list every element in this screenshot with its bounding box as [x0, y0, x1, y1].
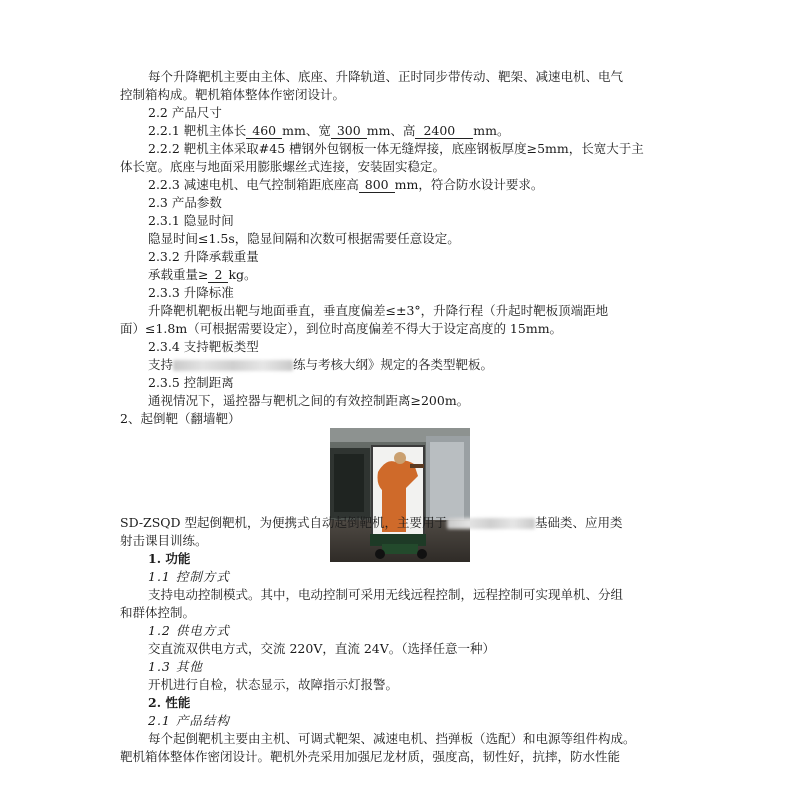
- spec-text: kg。: [228, 267, 257, 282]
- redacted-text: [173, 360, 293, 371]
- subsection-heading: 2.3.1 隐显时间: [148, 213, 234, 228]
- spec-text: 2.2.1 靶机主体长: [148, 123, 247, 138]
- paragraph-line: 2.2.2 靶机主体采取#45 槽钢外包钢板一体无缝焊接，底座钢板厚度≥5mm，长宽大于主: [148, 141, 644, 156]
- paragraph-line: 每个起倒靶机主要由主机、可调式靶架、减速电机、挡弹板（选配）和电源等组件构成。: [148, 731, 636, 746]
- subsection-heading: 2.3.4 支持靶板类型: [148, 339, 259, 354]
- paragraph-line: 交直流双供电方式，交流 220V，直流 24V。（选择任意一种）: [148, 641, 496, 656]
- spec-text: mm。: [473, 123, 510, 138]
- paragraph-line: 每个升降靶机主要由主体、底座、升降轨道、正时同步带传动、靶架、减速电机、电气: [148, 69, 624, 84]
- spec-width-value: 300: [331, 123, 367, 139]
- paragraph-text: SD-ZSQD 型起倒靶机，为便携式自动起倒靶机，主要用于: [120, 515, 448, 530]
- spec-text: mm、宽: [282, 123, 331, 138]
- subsection-heading: 2.1 产品结构: [148, 713, 230, 728]
- spec-load-value: 2: [208, 267, 228, 283]
- subsection-heading: 2.3.3 升降标准: [148, 285, 234, 300]
- spec-height-value: 2400: [415, 123, 473, 139]
- spec-text: 承载重量≥: [148, 267, 209, 282]
- paragraph-line: 面）≤1.8m（可根据需要设定），到位时高度偏差不得大于设定高度的 15mm。: [120, 321, 563, 336]
- paragraph-text: 支持: [148, 357, 174, 372]
- paragraph-line: [148, 356, 493, 374]
- subsection-heading: 1.1 控制方式: [148, 569, 230, 584]
- section-heading: 2.2 产品尺寸: [148, 105, 222, 120]
- paragraph-line: 靶机箱体整体作密闭设计。靶机外壳采用加强尼龙材质，强度高，韧性好，抗摔，防水性能: [120, 749, 621, 764]
- paragraph-line: 射击课目训练。: [120, 533, 208, 548]
- spec-line-dimensions: [148, 122, 509, 140]
- spec-text: mm、高: [366, 123, 416, 138]
- paragraph-line: 控制箱构成。靶机箱体整体作密闭设计。: [120, 87, 346, 102]
- spec-line-motor-height: [148, 176, 543, 194]
- paragraph-text: 练与考核大纲》规定的各类型靶板。: [293, 357, 494, 372]
- section-heading: 2. 性能: [148, 695, 191, 710]
- section-heading: 1. 功能: [148, 551, 191, 566]
- paragraph-line: 通视情况下，遥控器与靶机之间的有效控制距离≥200m。: [148, 393, 470, 408]
- paragraph-line: 升降靶机靶板出靶与地面垂直，垂直度偏差≤±3°，升降行程（升起时靶板顶端距地: [148, 303, 609, 318]
- spec-text: 2.2.3 减速电机、电气控制箱距底座高: [148, 177, 359, 192]
- paragraph-line: 和群体控制。: [120, 605, 196, 620]
- spec-text: mm，符合防水设计要求。: [394, 177, 544, 192]
- subsection-heading: 1.3 其他: [148, 659, 203, 674]
- spec-motor-height-value: 800: [359, 177, 395, 193]
- paragraph-line: 支持电动控制模式。其中，电动控制可采用无线远程控制，远程控制可实现单机、分组: [148, 587, 624, 602]
- target-photo: [330, 428, 470, 562]
- paragraph-line: 体长宽。底座与地面采用膨胀螺丝式连接，安装固实稳定。: [120, 159, 446, 174]
- target-machine-image: [330, 428, 470, 562]
- section-heading: 2.3 产品参数: [148, 195, 222, 210]
- paragraph-text: 基础类、应用类: [535, 515, 623, 530]
- spec-line-load: [148, 266, 257, 284]
- subsection-heading: 2.3.2 升降承载重量: [148, 249, 259, 264]
- subsection-heading: 2.3.5 控制距离: [148, 375, 234, 390]
- spec-length-value: 460: [246, 123, 282, 139]
- paragraph-line: 隐显时间≤1.5s，隐显间隔和次数可根据需要任意设定。: [148, 231, 460, 246]
- paragraph-line: 开机进行自检，状态显示，故障指示灯报警。: [148, 677, 399, 692]
- section-heading: 2、起倒靶（翻墙靶）: [120, 411, 241, 426]
- subsection-heading: 1.2 供电方式: [148, 623, 230, 638]
